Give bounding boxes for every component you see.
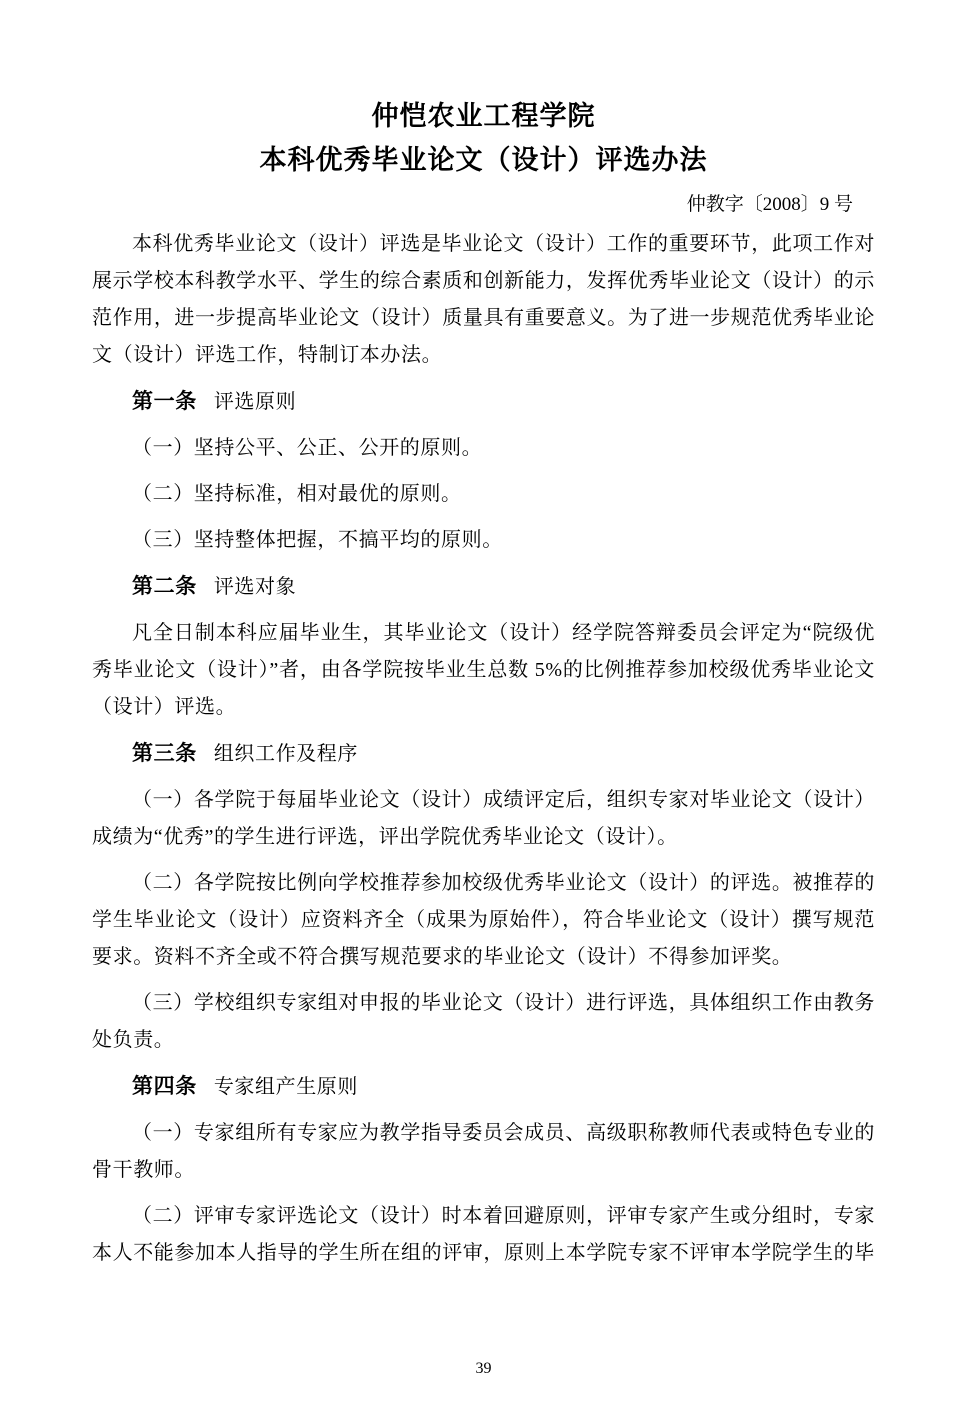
list-item: （二）各学院按比例向学校推荐参加校级优秀毕业论文（设计）的评选。被推荐的学生毕业论文（设计）应资料齐全（成果为原始件），符合毕业论文（设计）撰写规范要求。资料不齐全或不符合撰写规范要求的毕业论文（设计）不得参加评奖。 [92,872,875,968]
section-heading-3 [92,735,875,773]
section-title: 评选原则 [213,391,297,413]
document-title-line1: 仲恺农业工程学院 [371,101,596,131]
section-heading-2 [92,568,875,606]
list-item: （一）专家组所有专家应为教学指导委员会成员、高级职称教师代表或特色专业的骨干教师。 [92,1122,875,1181]
section-heading-1 [92,383,875,421]
section-number: 第三条 [132,742,197,765]
list-item: （二）评审专家评选论文（设计）时本着回避原则，评审专家产生或分组时，专家本人不能参加本人指导的学生所在组的评审，原则上本学院专家不评审本学院学生的毕 [92,1205,875,1264]
list-item: （三）学校组织专家组对申报的毕业论文（设计）进行评选，具体组织工作由教务处负责。 [92,992,875,1051]
section-number: 第一条 [132,390,197,413]
list-item: （三）坚持整体把握，不搞平均的原则。 [132,529,503,551]
paragraph-intro: 本科优秀毕业论文（设计）评选是毕业论文（设计）工作的重要环节，此项工作对展示学校本科教学水平、学生的综合素质和创新能力，发挥优秀毕业论文（设计）的示范作用，进一步提高毕业论文（设计）质量具有重要意义。为了进一步规范优秀毕业论文（设计）评选工作，特制订本办法。 [92,233,875,366]
list-item: （一）各学院于每届毕业论文（设计）成绩评定后，组织专家对毕业论文（设计）成绩为“优秀”的学生进行评选，评出学院优秀毕业论文（设计）。 [92,789,875,848]
section-title: 评选对象 [213,576,297,598]
page-number: 39 [475,1360,492,1377]
section-heading-4 [92,1068,875,1106]
section-number: 第二条 [132,575,197,598]
paragraph: 凡全日制本科应届毕业生，其毕业论文（设计）经学院答辩委员会评定为“院级优秀毕业论文（设计）”者，由各学院按毕业生总数 5%的比例推荐参加校级优秀毕业论文（设计）评选。 [92,622,875,718]
document-number: 仲教字〔2008〕9 号 [686,194,853,215]
document-title-line2: 本科优秀毕业论文（设计）评选办法 [259,145,708,175]
list-item: （一）坚持公平、公正、公开的原则。 [132,437,483,459]
section-title: 专家组产生原则 [213,1076,359,1098]
list-item: （二）坚持标准，相对最优的原则。 [132,483,462,505]
section-number: 第四条 [132,1075,197,1098]
section-title: 组织工作及程序 [213,743,359,765]
